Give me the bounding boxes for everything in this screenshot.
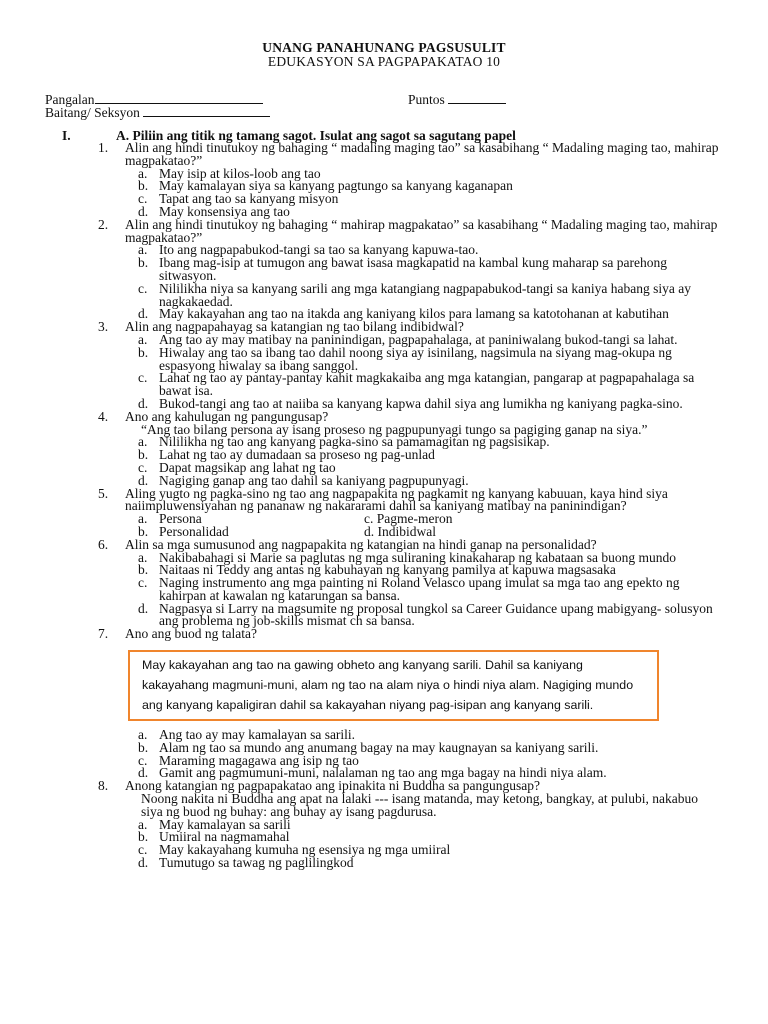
section-blank — [143, 104, 270, 117]
option-letter: a. — [138, 434, 148, 450]
option-text: Tapat ang tao sa kanyang misyon — [159, 191, 339, 207]
question-1 — [0, 142, 768, 168]
name-label: Pangalan — [45, 92, 95, 107]
question-6-option-c — [0, 577, 768, 603]
score-blank — [448, 91, 506, 104]
option-text: Nililikha niya sa kanyang sarili ang mga katangiang nagpapabukod-tangi sa kaniya habang siya ay nagkakaedad. — [159, 280, 691, 309]
passage-box: May kakayahan ang tao na gawing obheto ang kanyang sarili. Dahil sa kaniyang kakayahang magmuni-muni, alam ng tao na alam niya o hindi niya alam. Nagiging mundo ang kanyang kapaligiran dahil sa kakayahan niyang pag-isipan ang kanyang sarili. — [128, 650, 659, 721]
option-text-right: c. Pagme-meron — [364, 511, 453, 527]
option-text: Dapat magsikap ang lahat ng tao — [159, 459, 336, 475]
question-8-quote: Noong nakita ni Buddha ang apat na lalaki --- isang matanda, may ketong, bangkay, at pulubi, nakabuo siya ng buod ng buhay: ang buhay ay isang pagdurusa. — [141, 791, 698, 819]
option-letter: a. — [138, 242, 148, 258]
question-number: 3. — [98, 319, 109, 335]
option-letter: c. — [138, 370, 148, 386]
section-roman: I. — [62, 128, 71, 143]
option-text: Gamit ang pagmumuni-muni, nalalaman ng tao ang mga bagay na hindi niya alam. — [159, 765, 607, 781]
question-6-option-d — [0, 600, 768, 629]
option-letter: c. — [138, 752, 148, 768]
question-4-quote: “Ang tao bilang persona ay isang proseso ng pagpupunyagi tungo sa pagiging ganap na siya.” — [141, 421, 648, 437]
score-label: Puntos — [408, 92, 445, 107]
option-text: May isip at kilos-loob ang tao — [159, 165, 321, 181]
question-text: Alin ang hindi tinutukoy ng bahaging “ mahirap magpakatao” sa kasabihang “ Madaling maging tao, mahirap magpakatao?” — [125, 216, 718, 245]
question-text: Anong katangian ng pagpapakatao ang ipinakita ni Buddha sa pangungusap? — [125, 778, 541, 794]
questions-list — [0, 142, 768, 870]
question-3-option-d — [0, 395, 768, 411]
section-instruction: A. Piliin ang titik ng tamang sagot. Isulat ang sagot sa sagutang papel — [116, 128, 516, 143]
option-text: Umiiral na nagmamahal — [159, 829, 290, 845]
option-letter: c. — [138, 280, 148, 296]
question-3-option-b — [0, 344, 768, 373]
question-7-option-b — [0, 739, 768, 755]
question-number: 4. — [98, 408, 109, 424]
question-4-option-b — [0, 449, 768, 462]
option-text: Ibang mag-isip at tumugon ang bawat isasa magkapatid na kambal kung maharap sa parehong sitwasyon. — [159, 255, 667, 283]
question-number: 7. — [98, 626, 109, 642]
option-text: May kamalayan sa sarili — [159, 816, 291, 832]
question-4 — [0, 408, 768, 424]
exam-subject: EDUKASYON SA PAGPAPAKATAO 10 — [267, 54, 501, 69]
question-number: 6. — [98, 536, 109, 552]
option-letter: d. — [138, 855, 149, 871]
option-letter: b. — [138, 178, 149, 194]
option-text: Bukod-tangi ang tao at naiiba sa kanyang kapwa dahil siya ang lumikha ng kaniyang pagka-sino. — [159, 395, 683, 411]
option-text: Personalidad — [159, 523, 229, 539]
option-text: May kamalayan siya sa kanyang pagtungo sa kanyang kaganapan — [159, 178, 513, 194]
question-1-option-b — [0, 180, 768, 193]
option-text: Naitaas ni Teddy ang antas ng kabuhayan ng kanyang pamilya at kapuwa magsasaka — [159, 562, 616, 578]
question-2-option-b — [0, 257, 768, 283]
option-letter: d. — [138, 203, 149, 219]
option-letter: b. — [138, 829, 149, 845]
question-2 — [0, 216, 768, 245]
option-letter: a. — [138, 331, 148, 347]
option-text: Lahat ng tao ay pantay-pantay kahit magkakaiba ang mga katangian, pangarap at pagpapahalaga sa bawat isa. — [159, 370, 695, 399]
option-letter: d. — [138, 600, 149, 616]
option-text: Ang tao ay may matibay na paninindigan, pagpapahalaga, at paniniwalang bukod-tangi sa lahat. — [159, 331, 678, 347]
question-text: Aling yugto ng pagka-sino ng tao ang nagpapakita ng pagkamit ng kanyang kabuuan, kaya hind siya naiimpluwensiyahan ng pananaw ng nakararami dahil sa kaniyang matibay na paninindigan? — [125, 485, 668, 514]
option-text: Lahat ng tao ay dumadaan sa proseso ng pag-unlad — [159, 447, 435, 463]
option-text: Nagpasya si Larry na magsumite ng proposal tungkol sa Career Guidance upang mabigyang- solusyon ang problema ng job-skills mismat ch sa bansa. — [159, 600, 713, 629]
option-letter: d. — [138, 306, 149, 322]
option-letter: b. — [138, 562, 149, 578]
question-number: 8. — [98, 778, 109, 794]
question-text: Alin sa mga sumusunod ang nagpapakita ng katangian na hindi ganap na personalidad? — [125, 536, 597, 552]
option-letter: a. — [138, 727, 148, 743]
option-letter: c. — [138, 191, 148, 207]
option-letter: d. — [138, 765, 149, 781]
option-text: Persona — [159, 511, 202, 527]
option-text: Hiwalay ang tao sa ibang tao dahil noong siya ay isinilang, nagsimula na siyang mag-okupa ng espasyong hiwalay sa ibang sanggol. — [159, 344, 672, 373]
question-5 — [0, 485, 768, 514]
option-text: Ito ang nagpapabukod-tangi sa tao sa kanyang kapuwa-tao. — [159, 242, 479, 258]
option-letter: c. — [138, 842, 148, 858]
option-text: Nakibabahagi si Marie sa paglutas ng mga suliraning kinakaharap ng kabataan sa buong mundo — [159, 549, 676, 565]
question-3-option-c — [0, 372, 768, 398]
option-letter: b. — [138, 739, 149, 755]
question-number: 5. — [98, 485, 109, 501]
question-7 — [0, 628, 768, 641]
question-number: 1. — [98, 140, 109, 155]
section-label: Baitang/ Seksyon — [45, 105, 140, 120]
option-letter: a. — [138, 511, 148, 527]
option-letter: a. — [138, 816, 148, 832]
option-letter: b. — [138, 344, 149, 360]
option-text-right: d. Indibidwal — [364, 523, 436, 539]
option-text: May konsensiya ang tao — [159, 203, 290, 219]
option-letter: a. — [138, 549, 148, 565]
option-text: Nililikha ng tao ang kanyang pagka-sino sa pamamagitan ng pagsisikap. — [159, 434, 550, 450]
question-8-option-a — [0, 816, 768, 832]
option-letter: c. — [138, 459, 148, 475]
option-letter: b. — [138, 447, 149, 463]
question-text: Alin ang nagpapahayag sa katangian ng tao bilang indibidwal? — [125, 319, 464, 335]
option-text: Tumutugo sa tawag ng paglilingkod — [159, 855, 354, 871]
option-text: May kakayahan ang tao na itakda ang kaniyang kilos para lamang sa katotohanan at kabutihan — [159, 306, 669, 322]
question-number: 2. — [98, 216, 109, 232]
question-8 — [0, 780, 768, 793]
question-8-option-c — [0, 844, 768, 857]
option-letter: d. — [138, 472, 149, 488]
question-2-option-c — [0, 280, 768, 309]
option-letter: a. — [138, 165, 148, 181]
option-text: Alam ng tao sa mundo ang anumang bagay na may kaugnayan sa kaniyang sarili. — [159, 739, 599, 755]
option-letter: b. — [138, 523, 149, 539]
question-text: Ano ang buod ng talata? — [125, 626, 257, 642]
option-text: Maraming magagawa ang isip ng tao — [159, 752, 359, 768]
exam-title: UNANG PANAHUNANG PAGSUSULIT — [262, 40, 506, 55]
question-1-option-c — [0, 193, 768, 206]
question-text: Ano ang kahulugan ng pangungusap? — [125, 408, 329, 424]
question-8-option-d — [0, 857, 768, 870]
option-letter: d. — [138, 395, 149, 411]
option-text: Ang tao ay may kamalayan sa sarili. — [159, 727, 356, 743]
option-text: May kakayahang kumuha ng esensiya ng mga umiiral — [159, 842, 451, 858]
option-text: Nagiging ganap ang tao dahil sa kaniyang pagpupunyagi. — [159, 472, 469, 488]
name-blank — [95, 91, 263, 104]
score-field — [408, 91, 506, 108]
option-letter: b. — [138, 255, 149, 271]
option-letter: c. — [138, 575, 148, 591]
question-text: Alin ang hindi tinutukoy ng bahaging “ madaling maging tao” sa kasabihang “ Madaling maging tao, mahirap magpakatao?” — [125, 140, 719, 168]
option-text: Naging instrumento ang mga painting ni Roland Velasco upang imulat sa mga tao ang epekto ng kahirpan at kawalan ng katarungan sa bansa. — [159, 575, 680, 603]
section-field — [45, 104, 270, 121]
